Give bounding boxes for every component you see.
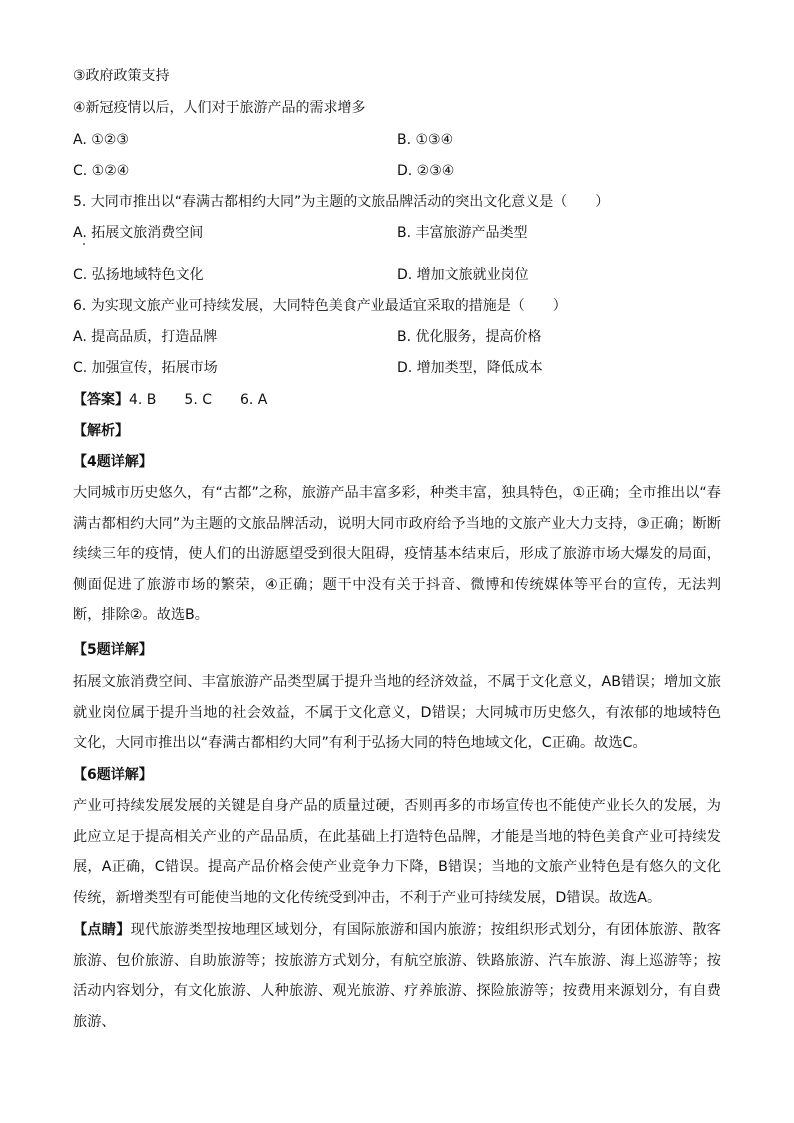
tip-paragraph	[73, 915, 721, 1037]
q5-option-a: A. 拓展文旅消费空间	[73, 225, 204, 241]
q5-option-d: D. 增加文旅就业岗位	[397, 267, 529, 283]
q6-option-b: B. 优化服务，提高价格	[397, 329, 542, 345]
q6-option-d: D. 增加类型，降低成本	[397, 360, 543, 376]
q5-option-c: C. 弘扬地域特色文化	[73, 267, 204, 283]
detail-6-label: 【6题详解】	[73, 767, 153, 783]
answer-line	[73, 390, 267, 410]
detail-4-text: 大同城市历史悠久，有“古都”之称，旅游产品丰富多彩，种类丰富，独具特色，①正确；全市推出以“春满古都相约大同”为主题的文旅品牌活动，说明大同市政府给予当地的文旅产业大力支持，③正确；断断续续三年的疫情，使人们的出游愿望受到很大阻碍，疫情基本结束后，形成了旅游市场大爆发的局面，侧面促进了旅游市场的繁荣，④正确；题干中没有关于抖音、微博和传统媒体等平台的宣传，无法判断，排除②。故选B。	[73, 485, 721, 623]
q4-option-b: B. ①③④	[397, 132, 454, 148]
tip-label: 【点睛】	[73, 922, 131, 938]
q5-stem: 5. 大同市推出以“春满古都相约大同”为主题的文旅品牌活动的突出文化意义是（ ）	[73, 194, 610, 210]
q4-item-4: ④新冠疫情以后，人们对于旅游产品的需求增多	[73, 100, 366, 116]
q5-option-b: B. 丰富旅游产品类型	[397, 225, 528, 241]
analysis-label: 【解析】	[73, 423, 129, 439]
q4-option-a: A. ①②③	[73, 132, 129, 148]
q4-item-3: ③政府政策支持	[73, 68, 170, 84]
detail-6-text: 产业可持续发展发展的关键是自身产品的质量过硬，否则再多的市场宣传也不能使产业长久的发展，为此应立足于提高相关产业的产品品质，在此基础上打造特色品牌，才能是当地的特色美食产业可持续发展，A正确，C错误。提高产品价格会使产业竞争力下降，B错误；当地的文旅产业特色是有悠久的文化传统，新增类型有可能使当地的文化传统受到冲击，不利于产业可持续发展，D错误。故选A。	[73, 798, 721, 906]
tip-text: 现代旅游类型按地理区域划分，有国际旅游和国内旅游；按组织形式划分，有团体旅游、散客旅游、包价旅游、自助旅游等；按旅游方式划分，有航空旅游、铁路旅游、汽车旅游、海上巡游等；按活动内容划分，有文化旅游、人种旅游、观光旅游、疗养旅游、探险旅游等；按费用来源划分，有自费旅游、	[73, 922, 721, 1030]
q4-option-d: D. ②③④	[397, 163, 455, 179]
detail-4-label: 【4题详解】	[73, 454, 153, 470]
q4-option-c: C. ①②④	[73, 163, 130, 179]
q6-option-a: A. 提高品质，打造品牌	[73, 329, 218, 345]
detail-5-text: 拓展文旅消费空间、丰富旅游产品类型属于提升当地的经济效益，不属于文化意义，AB错误；增加文旅就业岗位属于提升当地的社会效益，不属于文化意义，D错误；大同城市历史悠久，有浓郁的地域特色文化，大同市推出以“春满古都相约大同”有利于弘扬大同的特色地域文化，C正确。故选C。	[73, 674, 721, 751]
q6-stem: 6. 为实现文旅产业可持续发展，大同特色美食产业最适宜采取的措施是（ ）	[73, 298, 567, 314]
stray-dot	[83, 243, 85, 245]
detail-5-label: 【5题详解】	[73, 642, 153, 658]
answer-text: 4. B 5. C 6. A	[129, 392, 268, 408]
q6-option-c: C. 加强宣传，拓展市场	[73, 360, 218, 376]
answer-label: 【答案】	[73, 392, 129, 408]
